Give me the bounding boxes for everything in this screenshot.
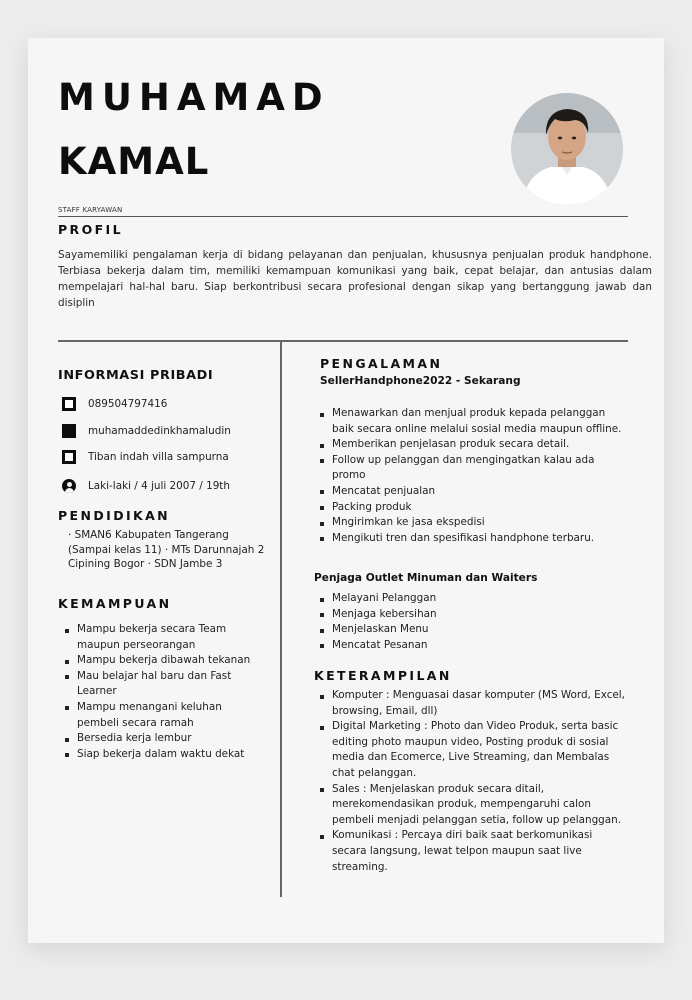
job-duties-list xyxy=(317,591,629,653)
address-row xyxy=(62,450,229,464)
list-item: Mencatat Pesanan xyxy=(317,638,629,654)
name-last: KAMAL xyxy=(58,140,210,183)
list-item: Mngirimkan ke jasa ekspedisi xyxy=(317,515,629,531)
phone-row xyxy=(62,397,167,411)
list-item: Komputer : Menguasai dasar komputer (MS Word, Excel, browsing, Email, dll) xyxy=(317,688,629,719)
column-divider xyxy=(280,342,282,897)
list-item: Mampu menangani keluhan pembeli secara ramah xyxy=(62,700,258,731)
education-text: · SMAN6 Kabupaten Tangerang (Sampai kelas 11) · MTs Darunnajah 2 Cipining Bogor · SDN Jambe 3 xyxy=(68,529,265,570)
personal-info-heading: INFORMASI PRIBADI xyxy=(58,368,214,383)
profile-photo xyxy=(511,93,623,205)
job-role: STAFF KARYAWAN xyxy=(58,206,123,214)
skills-heading: KETERAMPILAN xyxy=(314,668,452,683)
list-item: Mampu bekerja secara Team maupun perseorangan xyxy=(62,622,258,653)
list-item: Memberikan penjelasan produk secara detail. xyxy=(317,437,629,453)
job-duties-list xyxy=(317,406,629,546)
resume-page xyxy=(28,38,664,943)
list-item: Mengikuti tren dan spesifikasi handphone terbaru. xyxy=(317,531,629,547)
list-item: Mau belajar hal baru dan Fast Learner xyxy=(62,669,258,700)
list-item: Menjaga kebersihan xyxy=(317,607,629,623)
experience-heading: PENGALAMAN xyxy=(320,356,443,371)
list-item: Komunikasi : Percaya diri baik saat berkomunikasi secara langsung, lewat telpon maupun saat live streaming. xyxy=(317,828,629,875)
phone-text: 089504797416 xyxy=(88,398,168,410)
profile-heading: PROFIL xyxy=(58,222,123,237)
abilities-list xyxy=(62,622,258,762)
skills-list xyxy=(317,688,629,875)
name-first: MUHAMAD xyxy=(58,76,330,119)
list-item: Siap bekerja dalam waktu dekat xyxy=(62,747,258,763)
email-row xyxy=(62,424,231,438)
gender-birth-row xyxy=(62,479,230,493)
divider xyxy=(58,340,628,342)
email-text: muhamaddedinkhamaludin xyxy=(88,425,231,437)
education-heading: PENDIDIKAN xyxy=(58,508,171,523)
list-item: Mencatat penjualan xyxy=(317,484,629,500)
list-item: Menjelaskan Menu xyxy=(317,622,629,638)
gender-birth-text: Laki-laki / 4 juli 2007 / 19th xyxy=(88,480,230,492)
abilities-heading: KEMAMPUAN xyxy=(58,596,172,611)
list-item: Melayani Pelanggan xyxy=(317,591,629,607)
list-item: Mampu bekerja dibawah tekanan xyxy=(62,653,258,669)
person-icon xyxy=(62,479,76,493)
list-item: Bersedia kerja lembur xyxy=(62,731,258,747)
list-item: Digital Marketing : Photo dan Video Produk, serta basic editing photo maupun video, Posting produk di sosial media dan Ecomerce, Live Streaming, dan Membalas chat pelanggan. xyxy=(317,719,629,781)
address-text: Tiban indah villa sampurna xyxy=(88,451,229,463)
list-item: Sales : Menjelaskan produk secara ditail, merekomendasikan produk, mempengaruhi calon pembeli menjadi pelanggan setia, follow up pelanggan. xyxy=(317,782,629,829)
list-item: Menawarkan dan menjual produk kepada pelanggan baik secara online melalui sosial media maupun offline. xyxy=(317,406,629,437)
list-item: Follow up pelanggan dan mengingatkan kalau ada promo xyxy=(317,453,629,484)
address-icon xyxy=(62,450,76,464)
phone-icon xyxy=(62,397,76,411)
job-title: Penjaga Outlet Minuman dan Waiters xyxy=(314,572,538,584)
email-icon xyxy=(62,424,76,438)
list-item: Packing produk xyxy=(317,500,629,516)
profile-text: Sayamemiliki pengalaman kerja di bidang pelayanan dan penjualan, khususnya penjualan produk handphone. Terbiasa bekerja dalam tim, memiliki kemampuan komunikasi yang baik, cepat belajar, dan antusias dalam mempelajari hal-hal baru. Siap berkontribusi secara profesional dengan sikap yang bertanggung jawab dan disiplin xyxy=(58,249,652,309)
profile-photo-image xyxy=(511,93,623,205)
divider xyxy=(58,216,628,217)
job-title: SellerHandphone2022 - Sekarang xyxy=(320,375,521,387)
